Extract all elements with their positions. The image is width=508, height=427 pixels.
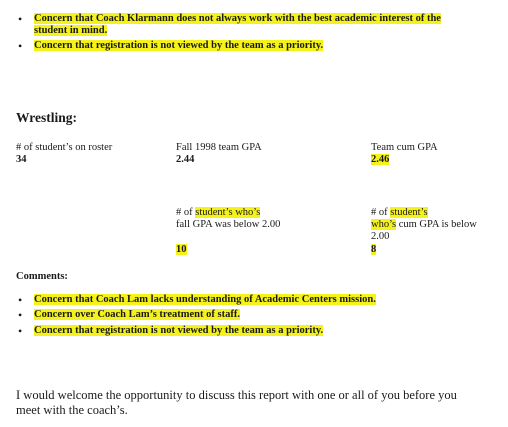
below-cum-label-line3: 2.00 [371,231,390,242]
bullet-marker: • [18,308,23,322]
roster-label: # of student’s on roster [16,142,113,153]
comment-bullet-item [18,309,498,321]
bullet-text: Concern that Coach Klarmann does not always work with the best academic interest of the [34,13,441,24]
section-title: Wrestling: [16,110,78,125]
top-bullet-item [18,13,498,37]
comment-bullet-item [18,325,498,337]
closing-line: I would welcome the opportunity to discuss this report with one or all of you before you [16,388,457,402]
fall-gpa-label: Fall 1998 team GPA [176,142,262,153]
bullet-text: student in mind. [34,25,108,36]
bullet-marker: • [18,39,23,53]
comment-bullet-item [18,294,498,306]
closing-paragraph [16,388,457,418]
below-fall-value: 10 [176,244,187,255]
below-fall-label: # of student’s who’s [176,207,261,218]
bullet-text: Concern that registration is not viewed by the team as a priority. [34,325,324,336]
bullet-text: Concern that registration is not viewed by the team as a priority. [34,40,324,51]
bullet-marker: • [18,324,23,338]
below-cum-label-line2: who’s cum GPA is below [371,219,477,230]
closing-line: meet with the coach’s. [16,403,128,417]
bullet-marker: • [18,293,23,307]
comments-label: Comments: [16,271,68,282]
fall-gpa-value: 2.44 [176,154,195,165]
cum-gpa-label: Team cum GPA [371,142,438,153]
below-cum-value: 8 [371,244,377,255]
bullet-marker: • [18,12,23,26]
below-fall-label-line2: fall GPA was below 2.00 [176,219,281,230]
cum-gpa-value: 2.46 [371,154,390,165]
bullet-text: Concern that Coach Lam lacks understanding of Academic Centers mission. [34,294,376,305]
bullet-text: Concern over Coach Lam’s treatment of staff. [34,309,240,320]
roster-value: 34 [16,154,27,165]
below-cum-label: # of student’s [371,207,428,218]
top-bullet-item [18,40,498,52]
